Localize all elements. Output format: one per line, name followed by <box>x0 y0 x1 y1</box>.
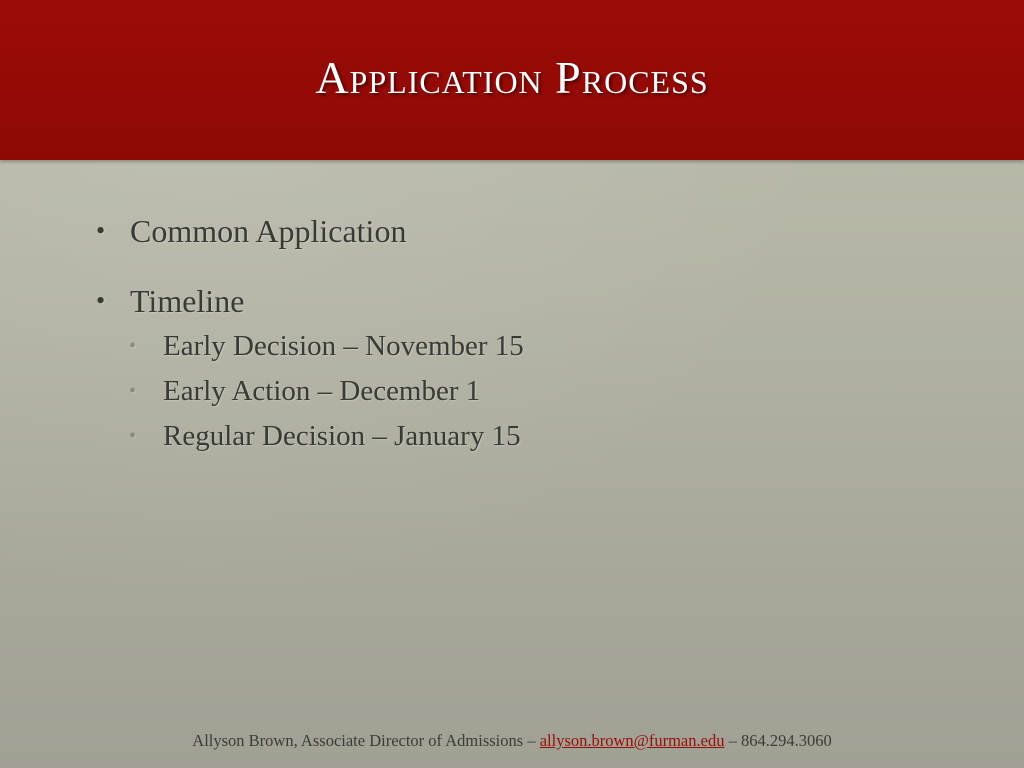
bullet-item <box>96 208 956 254</box>
slide-content <box>96 208 956 459</box>
sub-bullet-item <box>96 414 956 459</box>
bullet-item <box>96 278 956 324</box>
slide-title: Application Process <box>315 52 709 103</box>
sub-bullet-item <box>96 369 956 414</box>
sub-bullet-text: Regular Decision – January 15 <box>163 420 521 452</box>
sub-bullet-text: Early Action – December 1 <box>163 375 481 407</box>
bullet-text: Timeline <box>130 283 245 319</box>
footer-suffix: – 864.294.3060 <box>728 731 832 750</box>
bullet-text: Common Application <box>130 213 407 249</box>
sub-bullet-dot-icon: • <box>129 335 137 357</box>
footer-prefix: Allyson Brown, Associate Director of Admissions – <box>192 731 536 750</box>
slide-footer <box>0 729 1024 753</box>
sub-bullet-dot-icon: • <box>129 425 137 447</box>
spacer <box>96 254 956 278</box>
footer-email-link[interactable]: allyson.brown@furman.edu <box>539 731 725 750</box>
sub-bullet-item <box>96 324 956 369</box>
title-bar <box>0 0 1024 160</box>
sub-bullet-dot-icon: • <box>129 380 137 402</box>
bullet-dot-icon: • <box>96 286 106 315</box>
sub-bullet-text: Early Decision – November 15 <box>163 330 524 362</box>
bullet-dot-icon: • <box>96 216 106 245</box>
